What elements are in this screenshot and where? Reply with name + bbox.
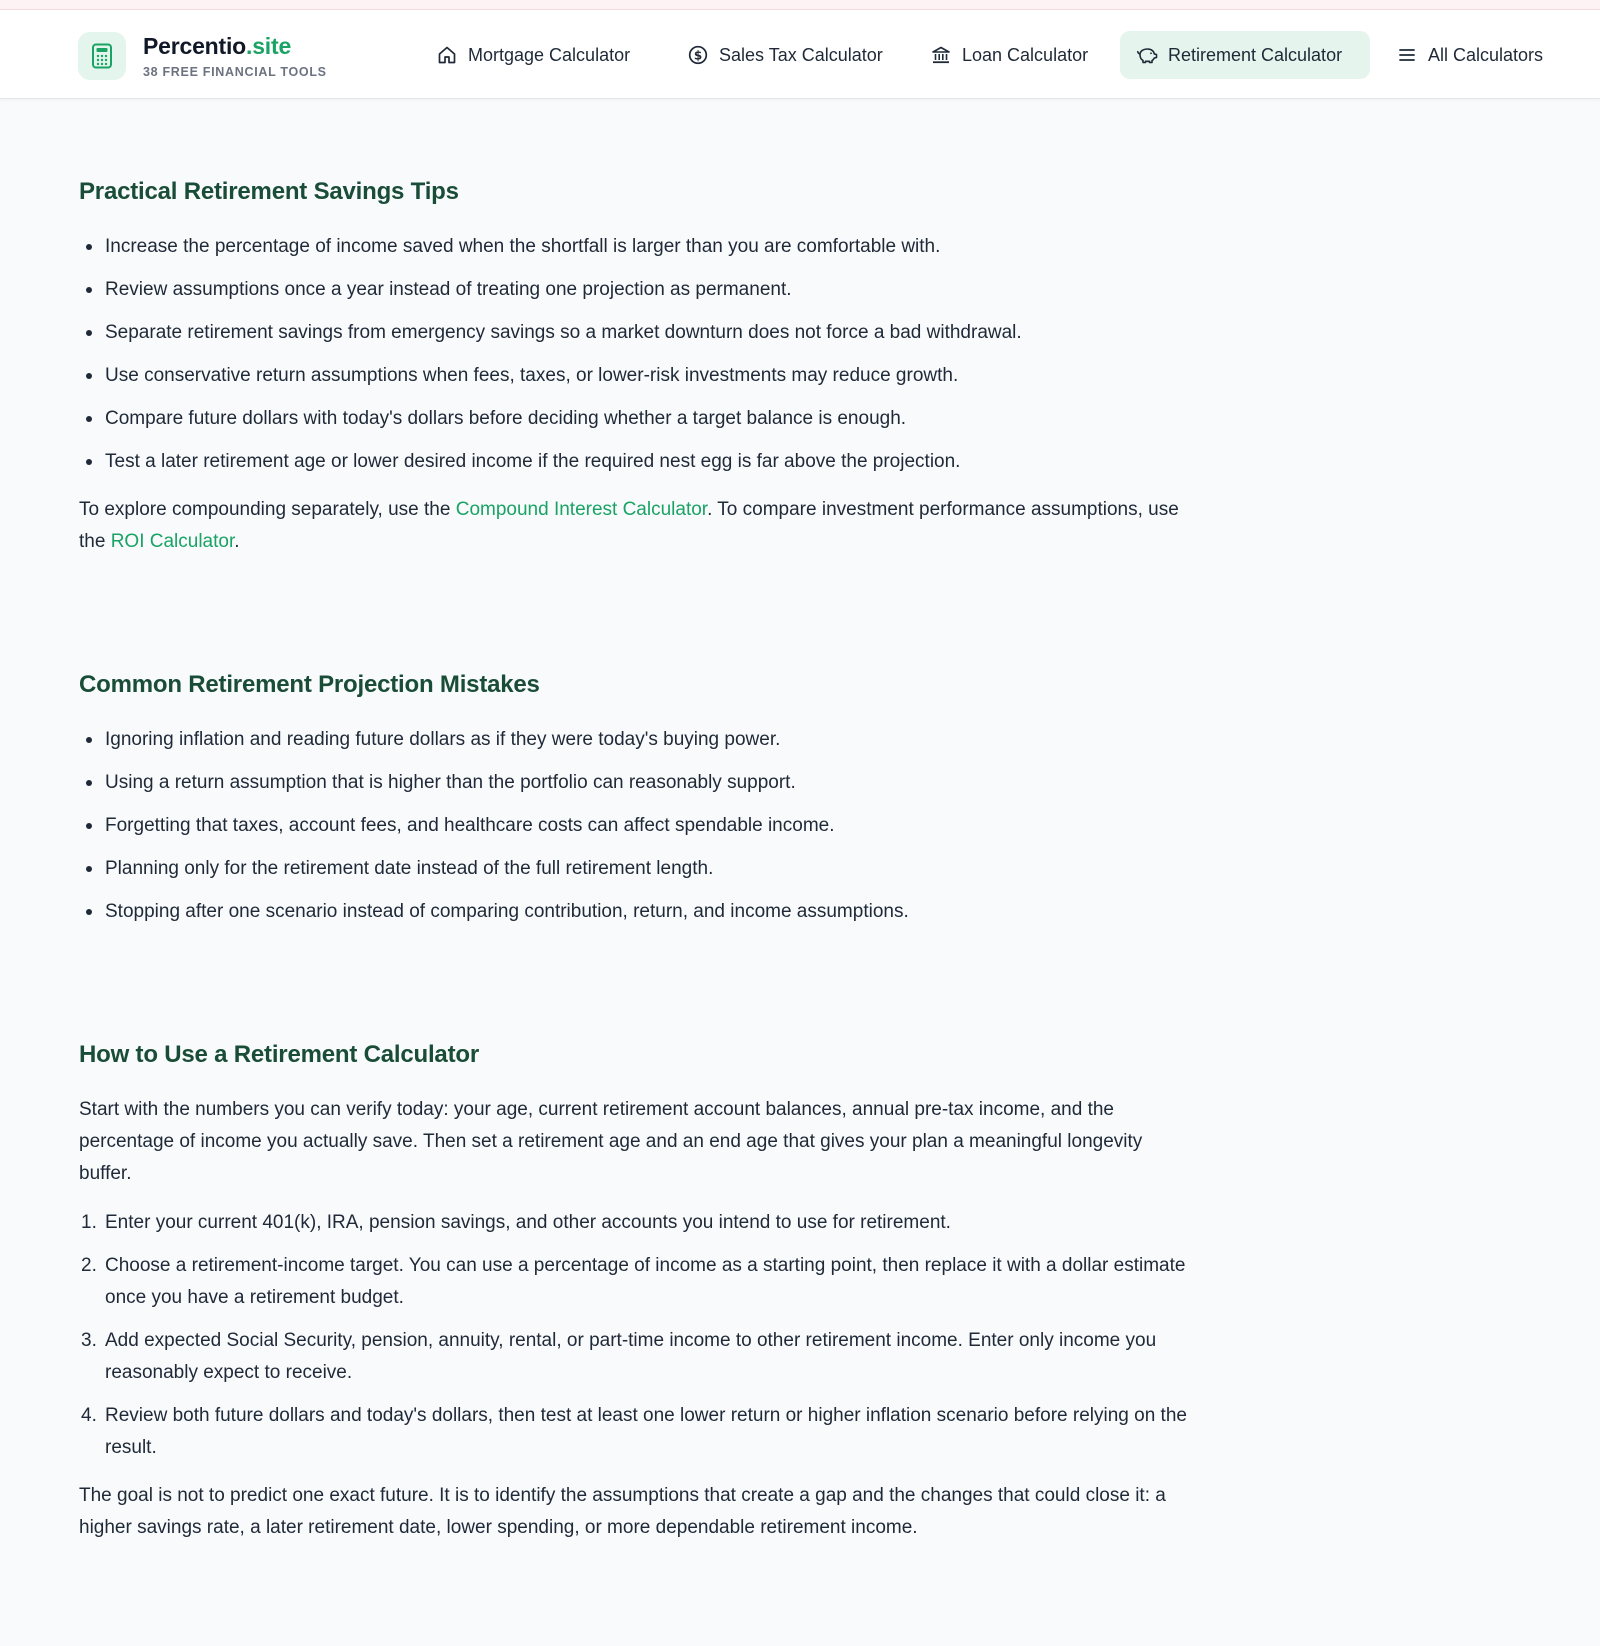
list-item: [79, 1207, 1189, 1239]
section-heading-howto: How to Use a Retirement Calculator: [79, 1041, 479, 1068]
list-item: Review assumptions once a year instead of treating one projection as permanent.: [79, 274, 1189, 306]
section-heading-mistakes: Common Retirement Projection Mistakes: [79, 671, 540, 698]
piggy-bank-icon: [1136, 44, 1158, 66]
list-item: Use conservative return assumptions when fees, taxes, or lower-risk investments may reduce growth.: [79, 360, 1189, 392]
site-header: [0, 10, 1600, 99]
mistakes-list: [79, 724, 1189, 939]
brand-name-main: Percentio: [143, 33, 247, 59]
list-item: Compare future dollars with today's dollars before deciding whether a target balance is enough.: [79, 403, 1189, 435]
step-text: Review both future dollars and today's dollars, then test at least one lower return or higher inflation scenario before relying on the result.: [105, 1405, 1187, 1458]
tips-list: [79, 231, 1189, 489]
brand-name-tld: .site: [246, 33, 292, 59]
howto-outro-paragraph: The goal is not to predict one exact future. It is to identify the assumptions that create a gap and the changes that could close it: a higher savings rate, a later retirement date, lower spending, or more dependable retirement income.: [79, 1485, 1166, 1538]
explore-text-post: .: [234, 531, 240, 552]
list-item: Increase the percentage of income saved when the shortfall is larger than you are comfortable with.: [79, 231, 1189, 263]
section-heading-tips: Practical Retirement Savings Tips: [79, 178, 459, 205]
nav-retirement-label: Retirement Calculator: [1168, 44, 1343, 65]
nav-all-label: All Calculators: [1428, 44, 1544, 65]
nav-mortgage-label: Mortgage Calculator: [468, 44, 631, 65]
dollar-circle-icon: [687, 44, 709, 66]
brand-tagline: 38 FREE FINANCIAL TOOLS: [143, 65, 327, 79]
step-number: 3.: [81, 1330, 97, 1351]
step-text: Add expected Social Security, pension, annuity, rental, or part-time income to other retirement income. Enter only income you reasonably expect to receive.: [105, 1330, 1157, 1383]
list-item: Stopping after one scenario instead of comparing contribution, return, and income assumptions.: [79, 896, 1189, 928]
home-icon: [436, 44, 458, 66]
list-item: Planning only for the retirement date instead of the full retirement length.: [79, 853, 1189, 885]
svg-text:$: $: [693, 48, 703, 63]
compound-interest-calculator-link[interactable]: Compound Interest Calculator: [455, 499, 708, 520]
nav-sales-tax-calculator[interactable]: [671, 31, 899, 79]
nav-loan-calculator[interactable]: [914, 31, 1104, 79]
list-item: [79, 1400, 1189, 1464]
explore-paragraph: [79, 494, 1189, 558]
main-nav: [0, 31, 1600, 79]
list-item: [79, 1325, 1189, 1389]
step-text: Choose a retirement-income target. You can use a percentage of income as a starting point, then replace it with a dollar estimate once you have a retirement budget.: [105, 1255, 1186, 1308]
list-item: Forgetting that taxes, account fees, and healthcare costs can affect spendable income.: [79, 810, 1189, 842]
menu-icon: [1396, 44, 1418, 66]
step-number: 1.: [81, 1212, 97, 1233]
list-item: Separate retirement savings from emergency savings so a market downturn does not force a bad withdrawal.: [79, 317, 1189, 349]
list-item: [79, 1250, 1189, 1314]
step-text: Enter your current 401(k), IRA, pension savings, and other accounts you intend to use for retirement.: [105, 1212, 951, 1233]
nav-mortgage-calculator[interactable]: [420, 31, 646, 79]
roi-calculator-link[interactable]: ROI Calculator: [110, 531, 235, 552]
bank-icon: [930, 44, 952, 66]
nav-loan-label: Loan Calculator: [962, 44, 1089, 65]
list-item: Ignoring inflation and reading future dollars as if they were today's buying power.: [79, 724, 1189, 756]
top-accent-strip: [0, 0, 1600, 10]
list-item: Using a return assumption that is higher than the portfolio can reasonably support.: [79, 767, 1189, 799]
howto-steps-list: [79, 1207, 1189, 1475]
nav-all-calculators[interactable]: [1380, 31, 1559, 79]
howto-intro-paragraph: Start with the numbers you can verify today: your age, current retirement account balances, annual pre-tax income, and the percentage of income you actually save. Then set a retirement age and an end age that gives your plan a meaningful longevity buffer.: [79, 1099, 1143, 1184]
step-number: 2.: [81, 1255, 97, 1276]
step-number: 4.: [81, 1405, 97, 1426]
explore-text-pre: To explore compounding separately, use the: [79, 499, 456, 520]
nav-sales-tax-label: Sales Tax Calculator: [719, 44, 883, 65]
list-item: Test a later retirement age or lower desired income if the required nest egg is far above the projection.: [79, 446, 1189, 478]
nav-retirement-calculator[interactable]: [1120, 31, 1370, 79]
explore-text-mid: . To compare investment performance assumptions, use the: [79, 499, 1179, 552]
